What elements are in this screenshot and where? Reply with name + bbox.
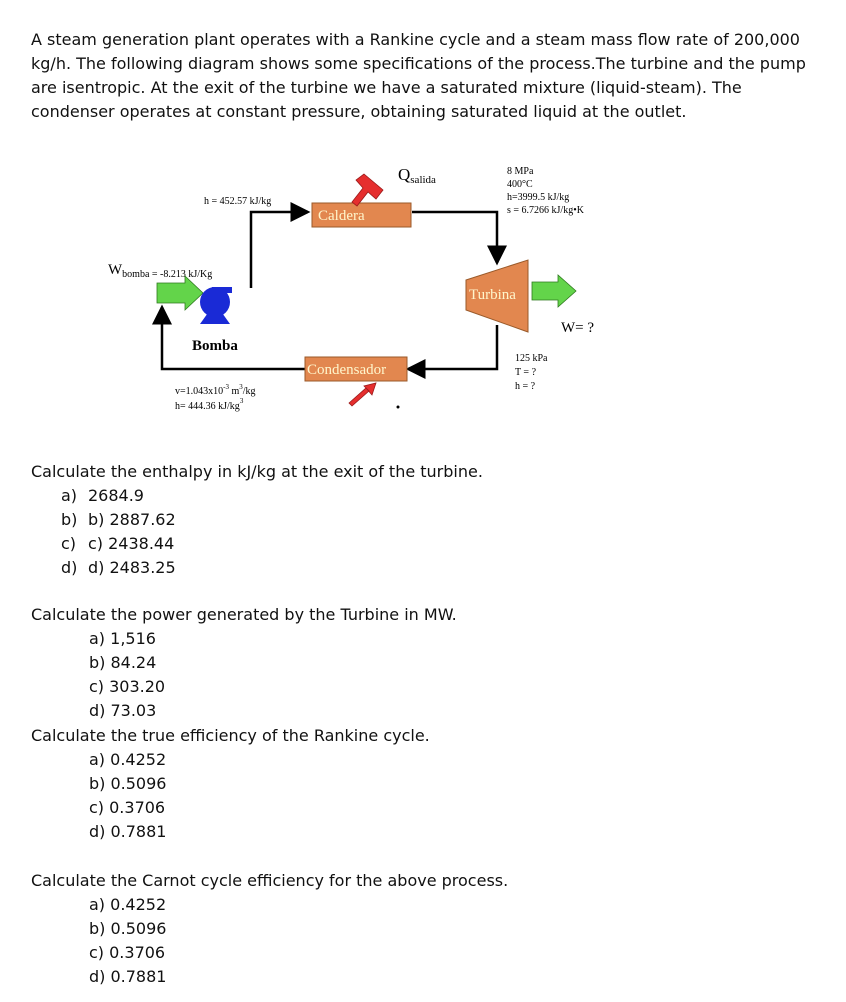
problem-statement: A steam generation plant operates with a Rankine cycle and a steam mass flow rate of 200,000 kg/h. The following diagram shows some specifications of the process.The turbine and the pump are isentropic. At the exit of the turbine we have a saturated mixture (liquid-steam). The condenser operates at constant pressure, obtaining saturated liquid at the outlet. <box>31 30 806 121</box>
question-3-options <box>89 748 166 844</box>
option-item[interactable]: a) 0.4252 <box>89 750 167 769</box>
turbine-outlet-specs <box>515 353 548 392</box>
heat-in-arrow-icon <box>352 174 383 206</box>
pipe-boiler-to-turbine <box>412 212 497 263</box>
boiler-inlet-enthalpy: h = 452.57 kJ/kg <box>204 196 272 207</box>
turbine-work-label: W= ? <box>561 320 595 336</box>
option-item[interactable]: c) 0.3706 <box>89 798 166 817</box>
option-item[interactable]: a) 0.4252 <box>89 895 167 914</box>
bomba-label: Bomba <box>192 338 238 354</box>
svg-text:400°C: 400°C <box>507 179 533 190</box>
pump-icon <box>200 287 232 324</box>
question-4-text: Calculate the Carnot cycle efficiency for the above process. <box>31 871 509 890</box>
svg-text:h = ?: h = ? <box>515 381 536 392</box>
condensador-label: Condensador <box>307 362 387 378</box>
option-item[interactable]: a) 2684.9 <box>61 486 144 505</box>
pump-work-label: $W_{bomba} = -8.213$ kJ/Kg <box>108 262 213 280</box>
turbine-work-arrow-icon <box>532 275 576 307</box>
svg-text:125 kPa: 125 kPa <box>515 353 548 364</box>
option-item[interactable]: b) 84.24 <box>89 653 157 672</box>
question-2-options <box>89 627 165 723</box>
svg-text:T = ?: T = ? <box>515 367 537 378</box>
pump-work-arrow-icon <box>157 276 203 310</box>
question-4-options <box>89 893 166 989</box>
question-3-text: Calculate the true efficiency of the Rankine cycle. <box>31 726 430 745</box>
rankine-cycle-diagram <box>0 150 846 440</box>
dot-marker <box>397 406 400 409</box>
option-item[interactable]: d) d) 2483.25 <box>61 558 176 577</box>
option-item[interactable]: c) c) 2438.44 <box>61 534 175 553</box>
svg-text:8 MPa: 8 MPa <box>507 166 534 177</box>
turbine-inlet-specs <box>507 166 585 216</box>
option-item[interactable]: c) 303.20 <box>89 677 166 696</box>
turbina-label: Turbina <box>469 287 516 303</box>
heat-out-arrow-icon <box>349 383 376 406</box>
pump-inlet-enthalpy: h= 444.36 $kJ/kg^3$ <box>175 397 244 412</box>
option-item[interactable]: b) 0.5096 <box>89 919 167 938</box>
question-1-text: Calculate the enthalpy in kJ/kg at the exit of the turbine. <box>31 462 483 481</box>
question-1-options <box>61 484 176 580</box>
option-item[interactable]: a) 1,516 <box>89 629 156 648</box>
svg-text:s = 6.7266 kJ/kg•K: s = 6.7266 kJ/kg•K <box>507 205 584 216</box>
question-2-text: Calculate the power generated by the Turbine in MW. <box>31 605 457 624</box>
option-item[interactable]: d) 0.7881 <box>89 822 167 841</box>
caldera-label: Caldera <box>318 208 365 224</box>
option-item[interactable]: b) 0.5096 <box>89 774 167 793</box>
pipe-turbine-to-condenser <box>408 325 497 369</box>
option-item[interactable]: d) 0.7881 <box>89 967 167 986</box>
pump-inlet-volume: $v=1.043x10^{-3}$ $m^3/kg$ <box>175 383 256 397</box>
option-item[interactable]: c) 0.3706 <box>89 943 166 962</box>
option-item[interactable]: b) b) 2887.62 <box>61 510 176 529</box>
pipe-pump-to-boiler <box>251 212 308 288</box>
option-item[interactable]: d) 73.03 <box>89 701 157 720</box>
svg-text:h=3999.5 kJ/kg: h=3999.5 kJ/kg <box>507 192 570 203</box>
q-salida-label: Qsalida <box>398 165 436 186</box>
